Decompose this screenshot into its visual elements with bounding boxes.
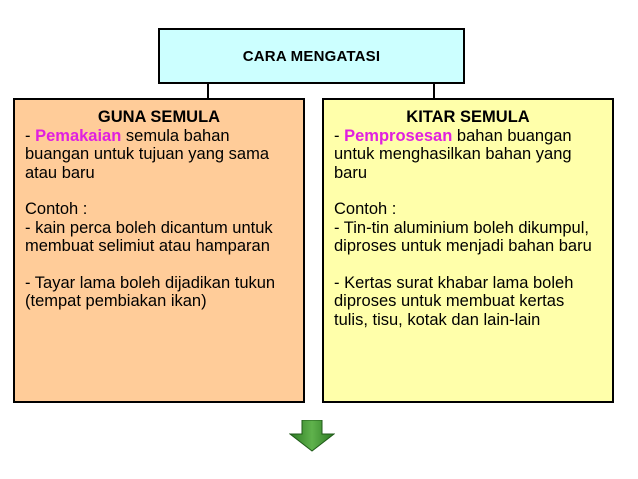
definition-keyword: Pemakaian <box>35 126 122 145</box>
definition-keyword: Pemprosesan <box>344 126 453 145</box>
panel-title-guna-semula: GUNA SEMULA <box>97 108 221 126</box>
kitar-semula-panel <box>322 98 614 403</box>
panel-title-kitar-semula: KITAR SEMULA <box>406 108 530 126</box>
example-item: - Tayar lama boleh dijadikan tukun (tempat pembiakan ikan) <box>25 273 276 310</box>
definition-rest: semula bahan buangan untuk tujuan yang sama atau baru <box>25 126 270 182</box>
heading-box <box>158 28 465 84</box>
example-item: - Kertas surat khabar lama boleh diproses untuk membuat kertas tulis, tisu, kotak dan lain-lain <box>334 273 574 329</box>
heading-title: CARA MENGATASI <box>242 47 381 65</box>
example-label: Contoh : <box>334 200 397 218</box>
connector-right <box>433 84 435 98</box>
down-arrow-icon <box>289 420 335 452</box>
example-item: - Tin-tin aluminium boleh dikumpul, diproses untuk menjadi bahan baru <box>334 218 592 255</box>
example-label: Contoh : <box>25 200 88 218</box>
definition-rest: bahan buangan untuk menghasilkan bahan yang baru <box>334 126 572 182</box>
definition-bullet: - <box>334 126 345 145</box>
definition-text <box>334 127 602 183</box>
connector-left <box>207 84 209 98</box>
definition-bullet: - <box>25 126 36 145</box>
example-item: - kain perca boleh dicantum untuk membuat selimiut atau hamparan <box>25 218 273 255</box>
guna-semula-panel <box>13 98 305 403</box>
definition-text <box>25 127 293 183</box>
